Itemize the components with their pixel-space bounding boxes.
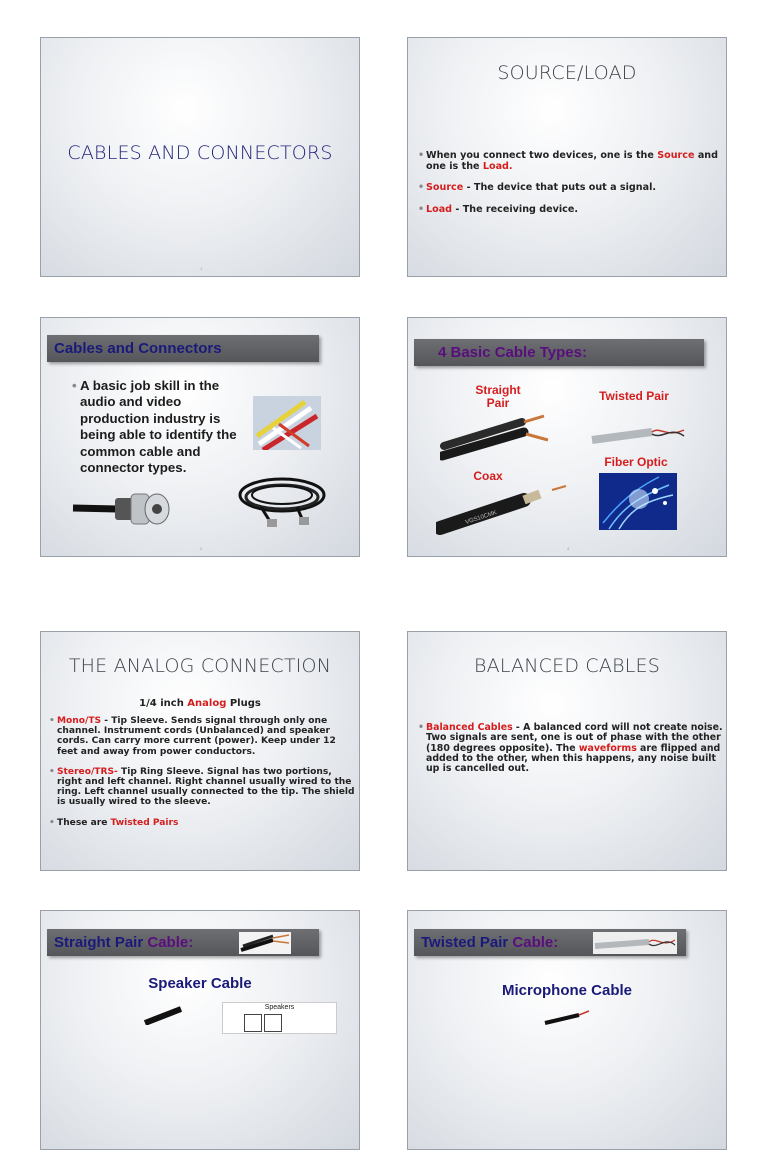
bullet-item: • A basic job skill in the audio and video production industry is being able to identify the common cable and connector types. (72, 378, 240, 476)
slide-twisted-pair-cable (407, 910, 727, 1150)
coax-print-text: VGS10CMK (464, 510, 498, 526)
fiber-optic-image (599, 473, 677, 530)
slide-cables-and-connectors-title (40, 37, 360, 277)
banner-title: Twisted Pair Cable: (421, 934, 559, 951)
slide-title: CABLES AND CONNECTORS (67, 142, 333, 164)
twisted-pair-cable-image (590, 424, 686, 446)
speakers-diagram (222, 1002, 337, 1034)
page-number: 2 (200, 546, 203, 551)
banner-title: Straight Pair Cable: (54, 934, 194, 951)
speaker-cable-image (141, 1005, 191, 1025)
slide-balanced-cables (407, 631, 727, 871)
slide-subtitle: 1/4 inch Analog Plugs (139, 698, 261, 709)
page-number: 1 (200, 266, 203, 271)
speakers-label: Speakers (264, 1004, 295, 1011)
bullet-item: • Mono/TS - Tip Sleeve. Sends signal through only one channel. Instrument cords (Unbalanced) and speaker cords. Can carry more current (power). Keep under 12 feet and away from power conductors. (49, 716, 357, 757)
bullet-list (418, 723, 723, 785)
slide-title: THE ANALOG CONNECTION (68, 655, 332, 677)
bnc-connector-image (71, 486, 171, 528)
straight-pair-cable-image (440, 410, 552, 462)
twisted-pair-label: Twisted Pair (599, 389, 669, 403)
bullet-item: • Load - The receiving device. (418, 205, 723, 216)
slide-subtitle: Microphone Cable (501, 982, 632, 999)
bullet-item: • When you connect two devices, one is the Source and one is the Load. (418, 151, 723, 172)
speaker-right (264, 1014, 282, 1032)
slide-subtitle: Speaker Cable (148, 975, 252, 992)
page-number: 4 (567, 546, 570, 551)
bullet-item: • Source - The device that puts out a signal. (418, 183, 723, 194)
bullet-list (418, 151, 723, 226)
slide-title: SOURCE/LOAD (497, 62, 637, 84)
slide-basic-cable-types (407, 317, 727, 557)
slide-title: BALANCED CABLES (474, 655, 660, 677)
banner-title: 4 Basic Cable Types: (438, 344, 587, 361)
banner-title: Cables and Connectors (54, 340, 222, 357)
straight-pair-label: Straight Pair (475, 383, 521, 410)
bullet-item: • Balanced Cables - A balanced cord will not create noise. Two signals are sent, one is out of phase with the other (180 degrees opposite). The waveforms are flipped and added to the other, when this happens, any noise built up is cancelled out. (418, 723, 723, 774)
coax-label: Coax (473, 469, 503, 483)
speaker-left (244, 1014, 262, 1032)
slide-cables-and-connectors (40, 317, 360, 557)
bullet-list (72, 378, 240, 487)
microphone-cable-image (543, 1009, 593, 1025)
coiled-cable-image (237, 473, 331, 535)
fiber-optic-label: Fiber Optic (604, 455, 668, 469)
bullet-item: • These are Twisted Pairs (49, 818, 357, 828)
slide-analog-connection (40, 631, 360, 871)
coax-cable-image (436, 484, 568, 536)
bullet-list (49, 716, 357, 839)
bullet-item: • Stereo/TRS- Tip Ring Sleeve. Signal has two portions, right and left channel. Right channel usually wired to the ring. Left channel usually connected to the tip. The shield is usually wired to the sleeve. (49, 767, 357, 808)
rca-cables-image (253, 396, 321, 450)
slide-source-load (407, 37, 727, 277)
straight-pair-thumbnail (239, 932, 291, 954)
twisted-pair-thumbnail (593, 932, 677, 954)
slide-straight-pair-cable (40, 910, 360, 1150)
